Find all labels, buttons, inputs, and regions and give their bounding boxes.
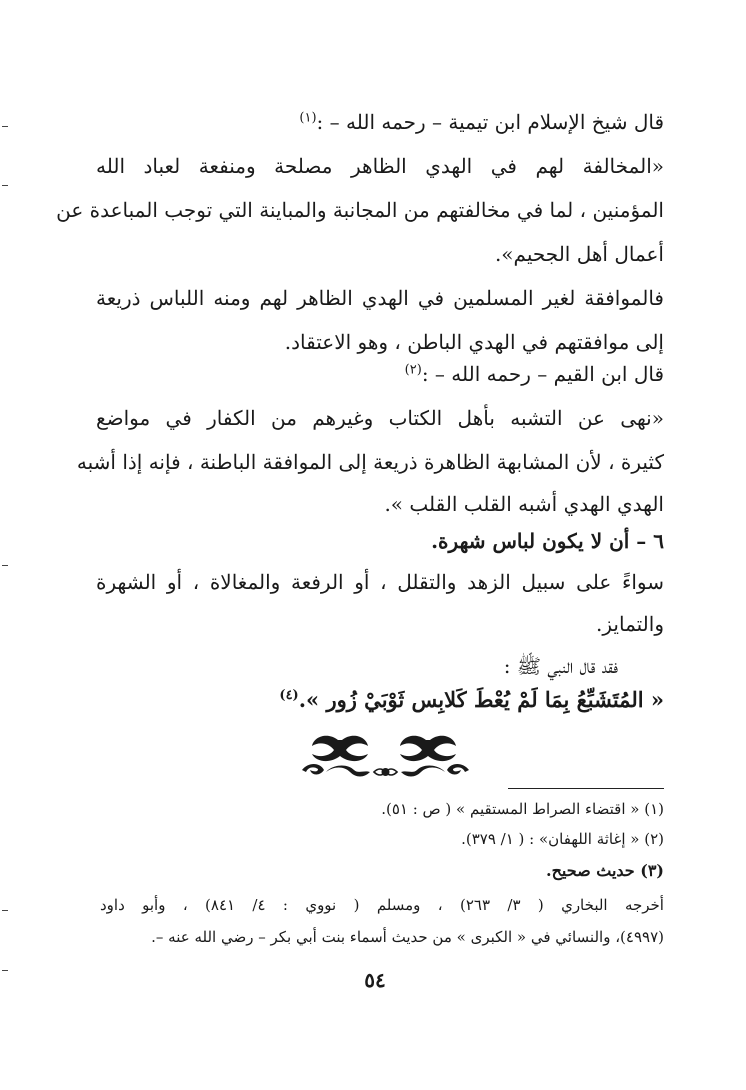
- body-line: كثيرة ، لأن المشابهة الظاهرة ذريعة إلى الموافقة الباطنة ، فإنه إذا أشبه: [76, 450, 664, 474]
- footnote-1: (١) « اقتضاء الصراط المستقيم » ( ص : ٥١).: [381, 800, 664, 818]
- quote-intro-ibn-taymiyyah: [299, 108, 664, 136]
- body-line: سواءً على سبيل الزهد والتقلل ، أو الرفعة والمغالاة ، أو الشهرة: [96, 570, 664, 594]
- footnote-ref: (٤): [279, 688, 299, 703]
- body-line: «المخالفة لهم في الهدي الظاهر مصلحة ومنفعة لعباد الله: [96, 154, 664, 178]
- footnote-3-detail-cont: (٤٩٩٧)، والنسائي في « الكبرى » من حديث أسماء بنت أبي بكر – رضي الله عنه –.: [151, 928, 664, 946]
- footnote-3-detail: أخرجه البخاري ( ٣/ ٢٦٣) ، ومسلم ( نووي : ٤/ ٨٤١) ، وأبو داود: [100, 896, 664, 914]
- body-line: فالموافقة لغير المسلمين في الهدي الظاهر لهم ومنه اللباس ذريعة: [96, 286, 664, 310]
- body-line: أعمال أهل الجحيم».: [494, 242, 664, 266]
- footnote-3: (٣) حديث صحيح.: [546, 861, 664, 880]
- body-line: «نهى عن التشبه بأهل الكتاب وغيرهم من الكفار في مواضع: [96, 406, 664, 430]
- hadith-intro: فقد قال النبي ﷺ :: [503, 654, 618, 678]
- footnote-separator: [508, 788, 664, 789]
- intro-text: قال ابن القيم – رحمه الله – :: [421, 362, 664, 386]
- section-heading: ٦ – أن لا يكون لباس شهرة.: [431, 529, 664, 553]
- margin-mark: [2, 126, 8, 127]
- body-line: الهدي الهدي أشبه القلب القلب ».: [384, 492, 664, 516]
- ornament-divider-icon: [298, 732, 473, 780]
- margin-mark: [2, 970, 8, 971]
- hadith-text: [279, 686, 664, 714]
- page-number: ٥٤: [364, 968, 386, 992]
- body-line: والتمايز.: [596, 612, 664, 636]
- margin-mark: [2, 565, 8, 566]
- quote-intro-ibn-qayyim: [405, 360, 664, 388]
- footnote-2: (٢) « إغاثة اللهفان» : ( ١/ ٣٧٩).: [461, 830, 664, 848]
- footnote-ref: (١): [299, 110, 317, 126]
- body-line: المؤمنين ، لما في مخالفتهم من المجانبة والمباينة التي توجب المباعدة عن: [56, 198, 664, 222]
- margin-mark: [2, 185, 8, 186]
- footnote-ref: (٢): [404, 362, 422, 378]
- main-text: [56, 0, 664, 720]
- intro-text: قال شيخ الإسلام ابن تيمية – رحمه الله – :: [316, 110, 664, 134]
- body-line: إلى موافقتهم في الهدي الباطن ، وهو الاعتقاد.: [284, 330, 664, 354]
- margin-mark: [2, 910, 8, 911]
- hadith-quote: « المُتَشَبِّعُ بِمَا لَمْ يُعْطَ كَلابِس ثَوْبَيْ زُور ».: [298, 687, 664, 712]
